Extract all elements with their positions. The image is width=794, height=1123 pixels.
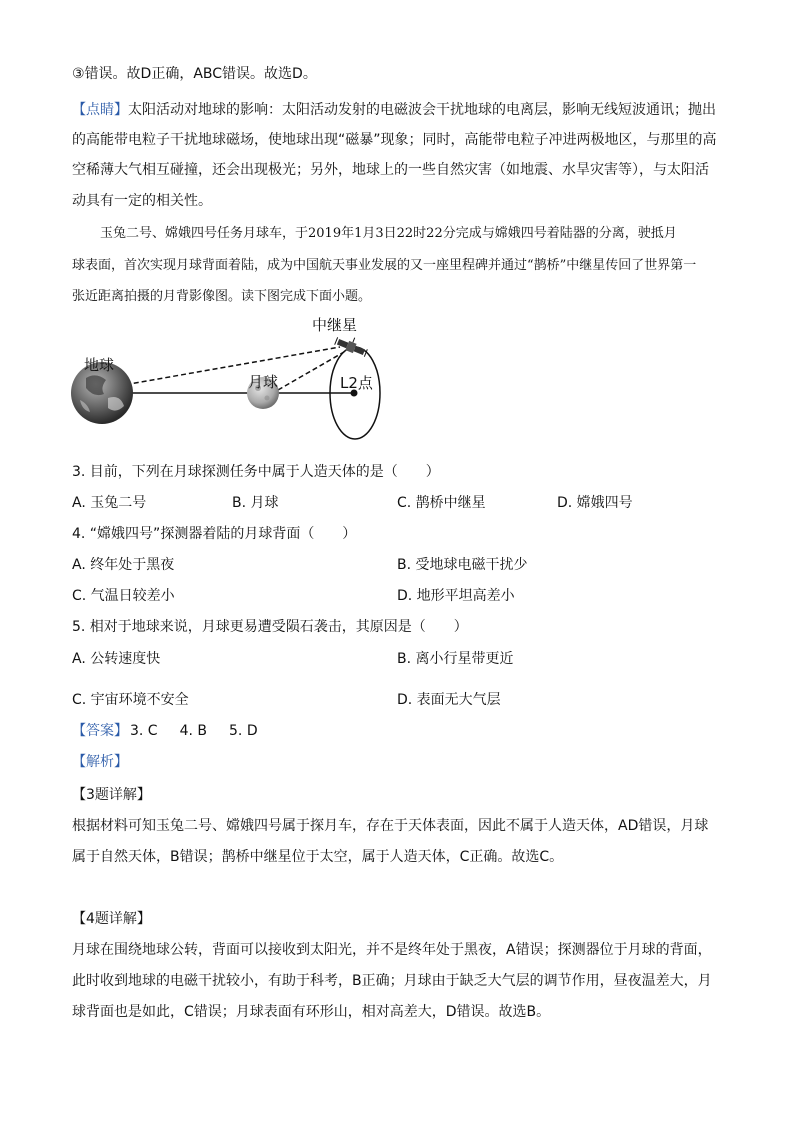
intro-line-1: 玉兔二号、嫦娥四号任务月球车，于2019年1月3日22时22分完成与嫦娥四号着陆器的分离，驶抵月 — [100, 226, 677, 241]
answer-line — [72, 721, 280, 741]
moon-relay-dashed-line — [278, 352, 344, 390]
answer-3: 3. C — [130, 723, 158, 739]
point-line-3: 空稀薄大气相互碰撞，还会出现极光；另外，地球上的一些自然灾害（如地震、水旱灾害等），与太阳活 — [72, 162, 709, 178]
point-line-2: 的高能带电粒子干扰地球磁场，使地球出现“磁暴”现象；同时，高能带电粒子冲进两极地区，与那里的高 — [72, 132, 717, 148]
point-text-1: 太阳活动对地球的影响：太阳活动发射的电磁波会干扰地球的电离层，影响无线短波通讯；抛出 — [128, 102, 716, 118]
answer-tag: 【答案】 — [72, 723, 128, 739]
q5-option-a: A. 公转速度快 — [72, 651, 161, 667]
earth-relay-dashed-line — [118, 347, 340, 386]
q5-option-b: B. 离小行星带更近 — [397, 651, 514, 667]
earth-moon-relay-diagram — [68, 312, 398, 442]
detail-3-tag: 【3题详解】 — [72, 787, 151, 803]
detail-4-line-3: 球背面也是如此，C错误；月球表面有环形山，相对高差大，D错误。故选B。 — [72, 1004, 551, 1020]
q4-option-c: C. 气温日较差小 — [72, 588, 175, 604]
q4-option-a: A. 终年处于黑夜 — [72, 557, 175, 573]
point-line-1 — [72, 100, 716, 120]
q5-option-d: D. 表面无大气层 — [397, 692, 501, 708]
q3-option-a: A. 玉兔二号 — [72, 495, 147, 511]
intro-line-3: 张近距离拍摄的月背影像图。读下图完成下面小题。 — [72, 289, 372, 304]
top-line: ③错误。故D正确，ABC错误。故选D。 — [72, 66, 317, 82]
detail-3-line-2: 属于自然天体，B错误；鹊桥中继星位于太空，属于人造天体，C正确。故选C。 — [72, 849, 564, 865]
detail-4-tag: 【4题详解】 — [72, 911, 151, 927]
q4-option-d: D. 地形平坦高差小 — [397, 588, 515, 604]
relay-label: 中继星 — [312, 316, 358, 334]
point-tag: 【点睛】 — [72, 102, 128, 118]
detail-3-line-1: 根据材料可知玉兔二号、嫦娥四号属于探月车，存在于天体表面，因此不属于人造天体，AD错误，月球 — [72, 818, 709, 834]
q3-option-c: C. 鹊桥中继星 — [397, 495, 486, 511]
q4-option-b: B. 受地球电磁干扰少 — [397, 557, 528, 573]
l2-label: L2点 — [340, 374, 373, 392]
moon-label: 月球 — [248, 373, 279, 391]
relay-satellite-icon — [334, 332, 369, 358]
detail-4-line-2: 此时收到地球的电磁干扰较小，有助于科考，B正确；月球由于缺乏大气层的调节作用，昼夜温差大，月 — [72, 973, 712, 989]
q5-option-c: C. 宇宙环境不安全 — [72, 692, 189, 708]
question-4-stem: 4. “嫦娥四号”探测器着陆的月球背面（ ） — [72, 526, 357, 542]
answer-5: 5. D — [229, 723, 258, 739]
question-3-stem: 3. 目前，下列在月球探测任务中属于人造天体的是（ ） — [72, 464, 440, 480]
analysis-tag: 【解析】 — [72, 754, 128, 770]
detail-4-line-1: 月球在围绕地球公转，背面可以接收到太阳光，并不是终年处于黑夜，A错误；探测器位于月球的背面， — [72, 942, 712, 958]
question-5-stem: 5. 相对于地球来说，月球更易遭受陨石袭击，其原因是（ ） — [72, 619, 468, 635]
q3-option-d: D. 嫦娥四号 — [557, 495, 633, 511]
q3-option-b: B. 月球 — [232, 495, 279, 511]
intro-line-2: 球表面，首次实现月球背面着陆，成为中国航天事业发展的又一座里程碑并通过“鹊桥”中继星传回了世界第一 — [72, 258, 697, 273]
point-line-4: 动具有一定的相关性。 — [72, 193, 212, 209]
earth-label: 地球 — [84, 356, 115, 374]
answer-4: 4. B — [179, 723, 208, 739]
